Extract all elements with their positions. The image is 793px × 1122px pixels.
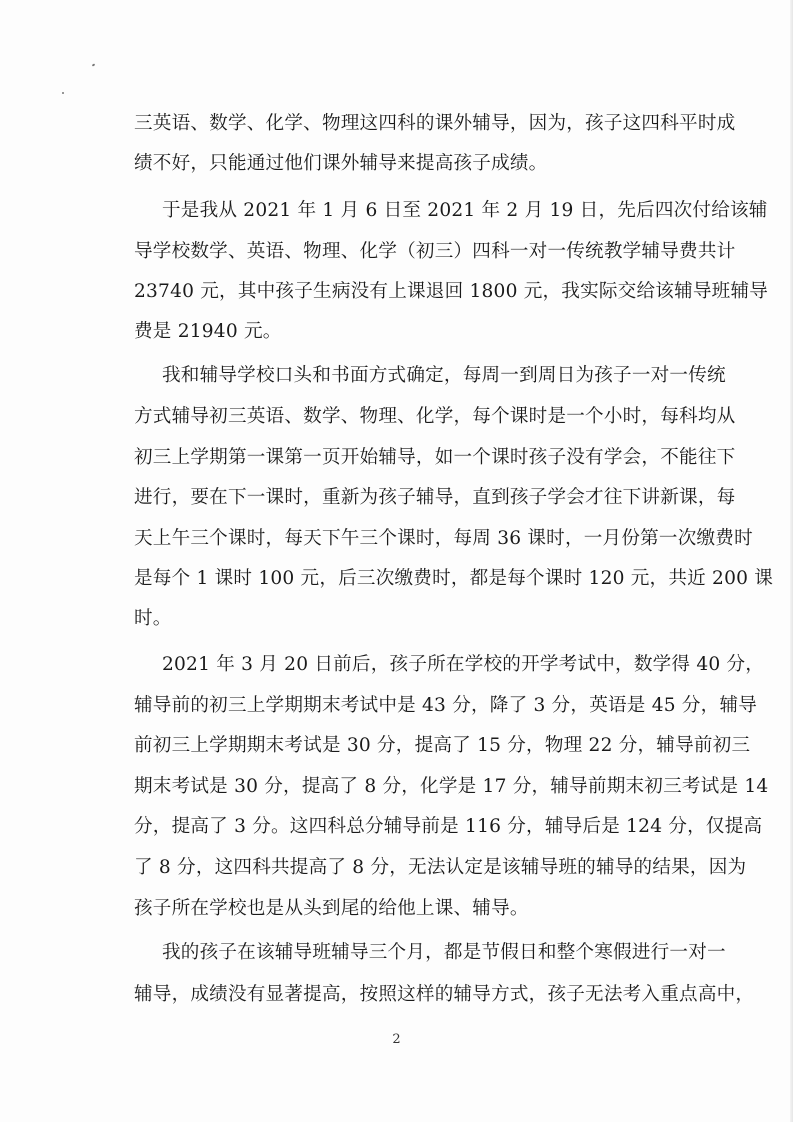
text-line: 是每个 1 课时 100 元，后三次缴费时，都是每个课时 120 元，共近 200 课	[134, 568, 774, 589]
paragraph-first-line: 于是我从 2021 年 1 月 6 日至 2021 年 2 月 19 日，先后四次付给该辅	[162, 200, 768, 221]
paragraph-first-line: 我和辅导学校口头和书面方式确定，每周一到周日为孩子一对一传统	[162, 365, 726, 386]
text-line: 三英语、数学、化学、物理这四科的课外辅导，因为，孩子这四科平时成	[134, 113, 736, 134]
text-line: 天上午三个课时，每天下午三个课时，每周 36 课时，一月份第一次缴费时	[134, 528, 753, 549]
text-line: 时。	[134, 608, 172, 629]
text-line: 进行，要在下一课时，重新为孩子辅导，直到孩子学会才往下讲新课，每	[134, 487, 736, 508]
text-line: 费是 21940 元。	[134, 321, 282, 342]
text-line: 了 8 分，这四科共提高了 8 分，无法认定是该辅导班的辅导的结果，因为	[134, 857, 747, 878]
page-number: 2	[392, 1032, 401, 1047]
text-line: 期末考试是 30 分，提高了 8 分，化学是 17 分，辅导前期末初三考试是 14	[134, 776, 769, 797]
scan-speck	[92, 63, 96, 66]
text-line: 辅导前的初三上学期期末考试中是 43 分，降了 3 分，英语是 45 分，辅导	[134, 695, 758, 716]
text-line: 分，提高了 3 分。这四科总分辅导前是 116 分，辅导后是 124 分，仅提高	[134, 816, 763, 837]
text-line: 导学校数学、英语、物理、化学（初三）四科一对一传统教学辅导费共计	[134, 241, 736, 262]
text-line: 23740 元，其中孩子生病没有上课退回 1800 元，我实际交给该辅导班辅导	[134, 281, 769, 302]
text-line: 前初三上学期期末考试是 30 分，提高了 15 分，物理 22 分，辅导前初三	[134, 735, 751, 756]
text-line: 辅导，成绩没有显著提高，按照这样的辅导方式，孩子无法考入重点高中，	[134, 984, 755, 1005]
scan-speck	[62, 92, 64, 94]
text-line: 初三上学期第一课第一页开始辅导，如一个课时孩子没有学会，不能往下	[134, 447, 736, 468]
text-line: 绩不好，只能通过他们课外辅导来提高孩子成绩。	[134, 153, 548, 174]
text-line: 孩子所在学校也是从头到尾的给他上课、辅导。	[134, 898, 529, 919]
paragraph-first-line: 2021 年 3 月 20 日前后，孩子所在学校的开学考试中，数学得 40 分，	[162, 654, 765, 675]
text-line: 方式辅导初三英语、数学、物理、化学，每个课时是一个小时，每科均从	[134, 406, 736, 427]
paragraph-first-line: 我的孩子在该辅导班辅导三个月，都是节假日和整个寒假进行一对一	[162, 942, 726, 963]
